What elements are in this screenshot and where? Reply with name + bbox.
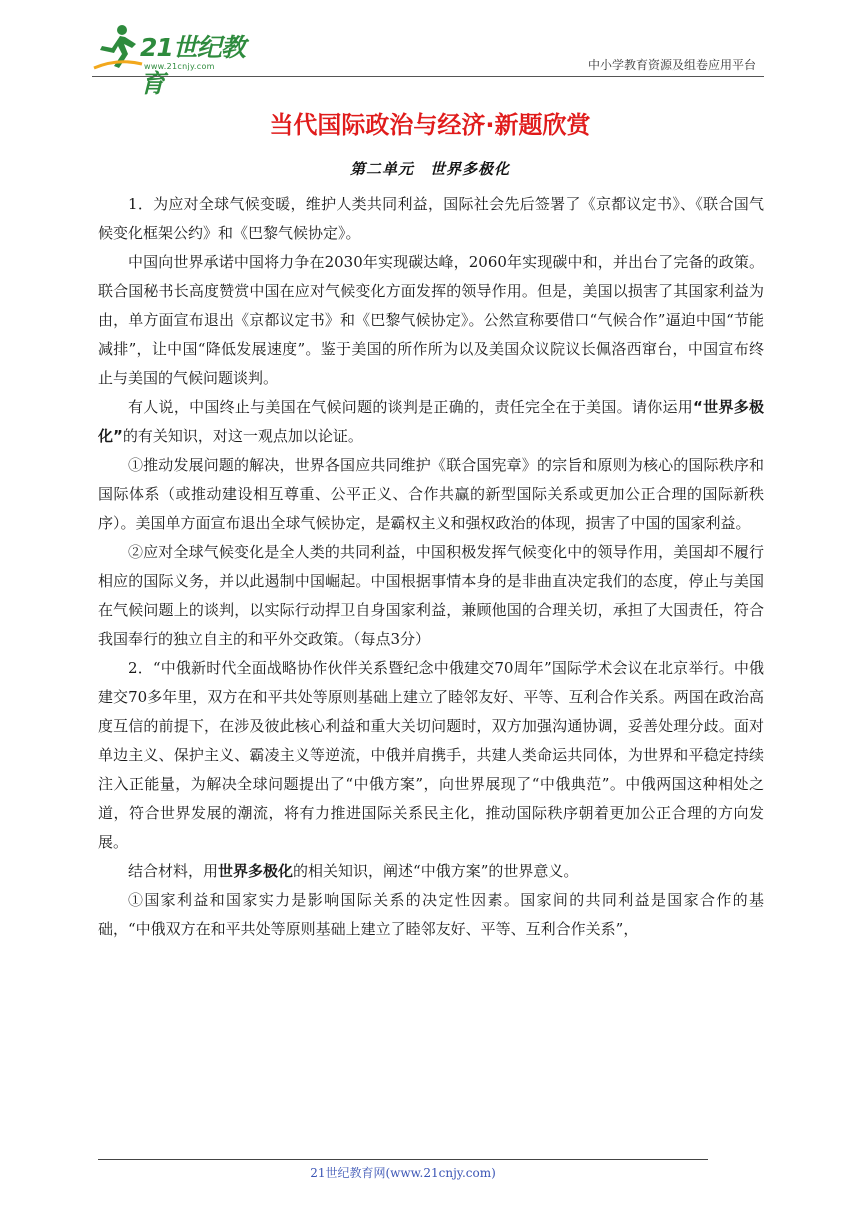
q2-question-keyword: 世界多极化 <box>218 862 294 880</box>
q2-question-post: 的相关知识，阐述“中俄方案”的世界意义。 <box>293 862 579 880</box>
q1-material: 中国向世界承诺中国将力争在2030年实现碳达峰，2060年实现碳中和，并出台了完备的政策。联合国秘书长高度赞赏中国在应对气候变化方面发挥的领导作用。但是，美国以损害了其国家利益为由，单方面宣布退出《京都议定书》和《巴黎气候协定》。公然宣称要借口“气候合作”逼迫中国“节能减排”，让中国“降低发展速度”。鉴于美国的所作所为以及美国众议院议长佩洛西窜台，中国宣布终止与美国的气候问题谈判。 <box>98 253 764 387</box>
q2-question-pre: 结合材料，用 <box>128 862 219 880</box>
q2-material: 2．“中俄新时代全面战略协作伙伴关系暨纪念中俄建交70周年”国际学术会议在北京举行。中俄建交70多年里，双方在和平共处等原则基础上建立了睦邻友好、平等、互利合作关系。两国在政治高度互信的前提下，在涉及彼此核心利益和重大关切问题时，双方加强沟通协调，妥善处理分歧。面对单边主义、保护主义、霸凌主义等逆流，中俄并肩携手，共建人类命运共同体，为世界和平稳定持续注入正能量，为解决全球问题提出了“中俄方案”，向世界展现了“中俄典范”。中俄两国这种相处之道，符合世界发展的潮流，将有力推进国际关系民主化，推动国际秩序朝着更加公正合理的方向发展。 <box>98 659 764 851</box>
q1-question-post: 的有关知识，对这一观点加以论证。 <box>122 427 363 445</box>
unit-subtitle: 第二单元 世界多极化 <box>349 160 510 178</box>
q1-question <box>98 393 764 451</box>
platform-label: 中小学教育资源及组卷应用平台 <box>587 58 756 72</box>
logo-url: www.21cnjy.com <box>144 62 215 71</box>
q1-answer-1: ①推动发展问题的解决，世界各国应共同维护《联合国宪章》的宗旨和原则为核心的国际秩序和国际体系（或推动建设相互尊重、公平正义、合作共赢的新型国际关系或更加公正合理的国际新秩序）。美国单方面宣布退出全球气候协定，是霸权主义和强权政治的体现，损害了中国的国家利益。 <box>98 456 764 532</box>
footer-divider <box>98 1159 708 1160</box>
document-body <box>98 190 764 944</box>
q1-intro: 1．为应对全球气候变暖，维护人类共同利益，国际社会先后签署了《京都议定书》、《联合国气候变化框架公约》和《巴黎气候协定》。 <box>98 195 764 242</box>
header-divider <box>92 76 764 77</box>
site-logo[interactable] <box>92 22 262 98</box>
logo-text: 21世纪教育 <box>140 33 245 98</box>
page-header <box>92 18 764 98</box>
q1-question-pre: 有人说，中国终止与美国在气候问题的谈判是正确的，责任完全在于美国。请你运用 <box>128 398 694 416</box>
page-title: 当代国际政治与经济·新题欣赏 <box>269 111 591 139</box>
q2-answer-1: ①国家利益和国家实力是影响国际关系的决定性因素。国家间的共同利益是国家合作的基础，“中俄双方在和平共处等原则基础上建立了睦邻友好、平等、互利合作关系”， <box>98 891 764 938</box>
runner-icon <box>92 22 144 74</box>
page-footer[interactable]: 21世纪教育网(www.21cnjy.com) <box>310 1166 496 1180</box>
q1-question-keyword: “世界多极化” <box>98 398 764 445</box>
q2-question <box>98 857 764 886</box>
q1-answer-2: ②应对全球气候变化是全人类的共同利益，中国积极发挥气候变化中的领导作用，美国却不履行相应的国际义务，并以此遏制中国崛起。中国根据事情本身的是非曲直决定我们的态度，停止与美国在气候问题上的谈判，以实际行动捍卫自身国家利益，兼顾他国的合理关切，承担了大国责任，符合我国奉行的独立自主的和平外交政策。（每点3分） <box>98 543 764 648</box>
